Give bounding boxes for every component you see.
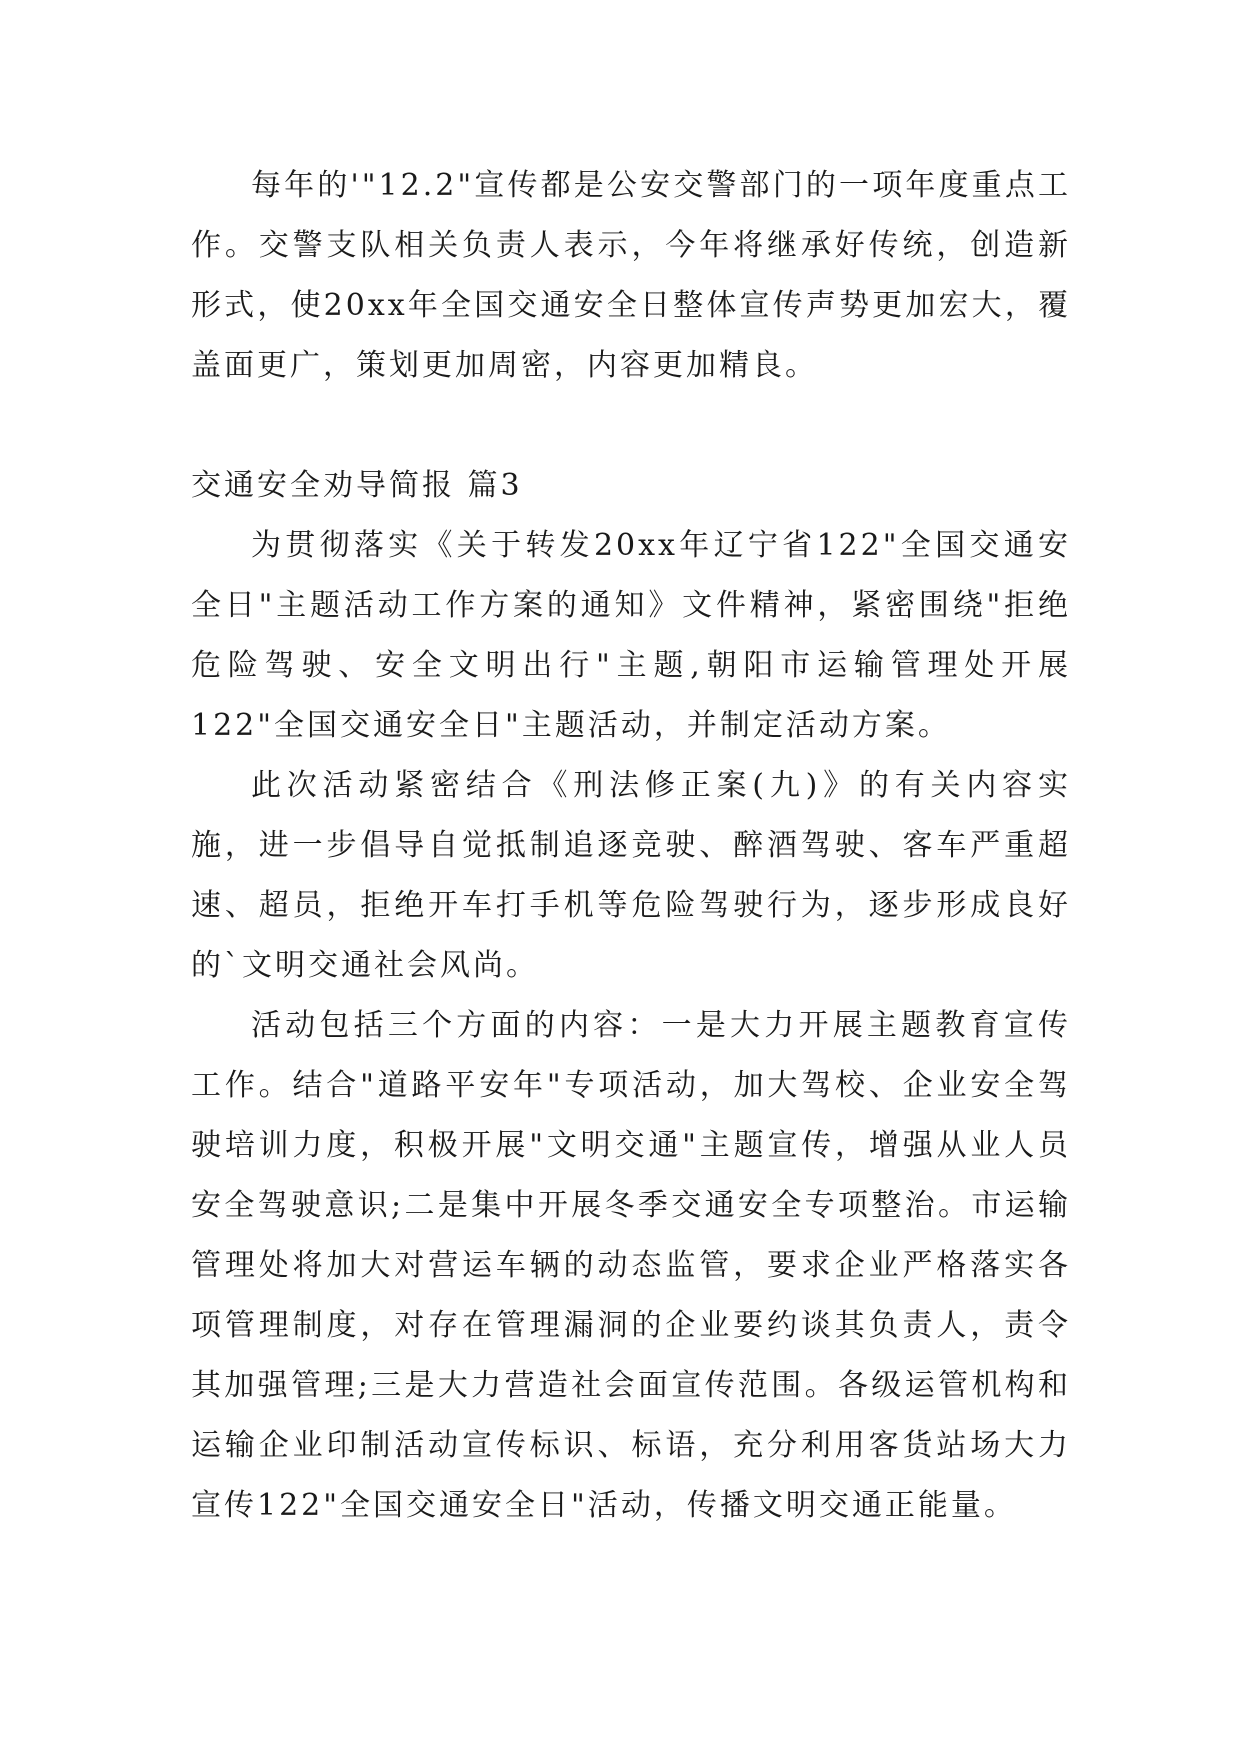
paragraph-activity-content: 活动包括三个方面的内容：一是大力开展主题教育宣传工作。结合"道路平安年"专项活动，加大驾校、企业安全驾驶培训力度，积极开展"文明交通"主题宣传，增强从业人员安全驾驶意识;二是集中开展冬季交通安全专项整治。市运输管理处将加大对营运车辆的动态监管，要求企业严格落实各项管理制度，对存在管理漏洞的企业要约谈其负责人，责令其加强管理;三是大力营造社会面宣传范围。各级运管机构和运输企业印制活动宣传标识、标语，充分利用客货站场大力宣传122"全国交通安全日"活动，传播文明交通正能量。 [191, 1008, 1071, 1523]
paragraph-spacer [191, 396, 1071, 456]
paragraph-activity-scope: 此次活动紧密结合《刑法修正案(九)》的有关内容实施，进一步倡导自觉抵制追逐竞驶、醉酒驾驶、客车严重超速、超员，拒绝开车打手机等危险驾驶行为，逐步形成良好的`文明交通社会风尚。 [191, 768, 1071, 983]
section-title: 交通安全劝导简报 篇3 [191, 468, 523, 503]
paragraph-implementation: 为贯彻落实《关于转发20xx年辽宁省122"全国交通安全日"主题活动工作方案的通知》文件精神，紧密围绕"拒绝危险驾驶、安全文明出行"主题,朝阳市运输管理处开展122"全国交通安全日"主题活动，并制定活动方案。 [191, 528, 1071, 743]
document-body [191, 156, 1071, 1536]
paragraph-intro: 每年的'"12.2"宣传都是公安交警部门的一项年度重点工作。交警支队相关负责人表示，今年将继承好传统，创造新形式，使20xx年全国交通安全日整体宣传声势更加宏大，覆盖面更广，策划更加周密，内容更加精良。 [191, 168, 1071, 383]
